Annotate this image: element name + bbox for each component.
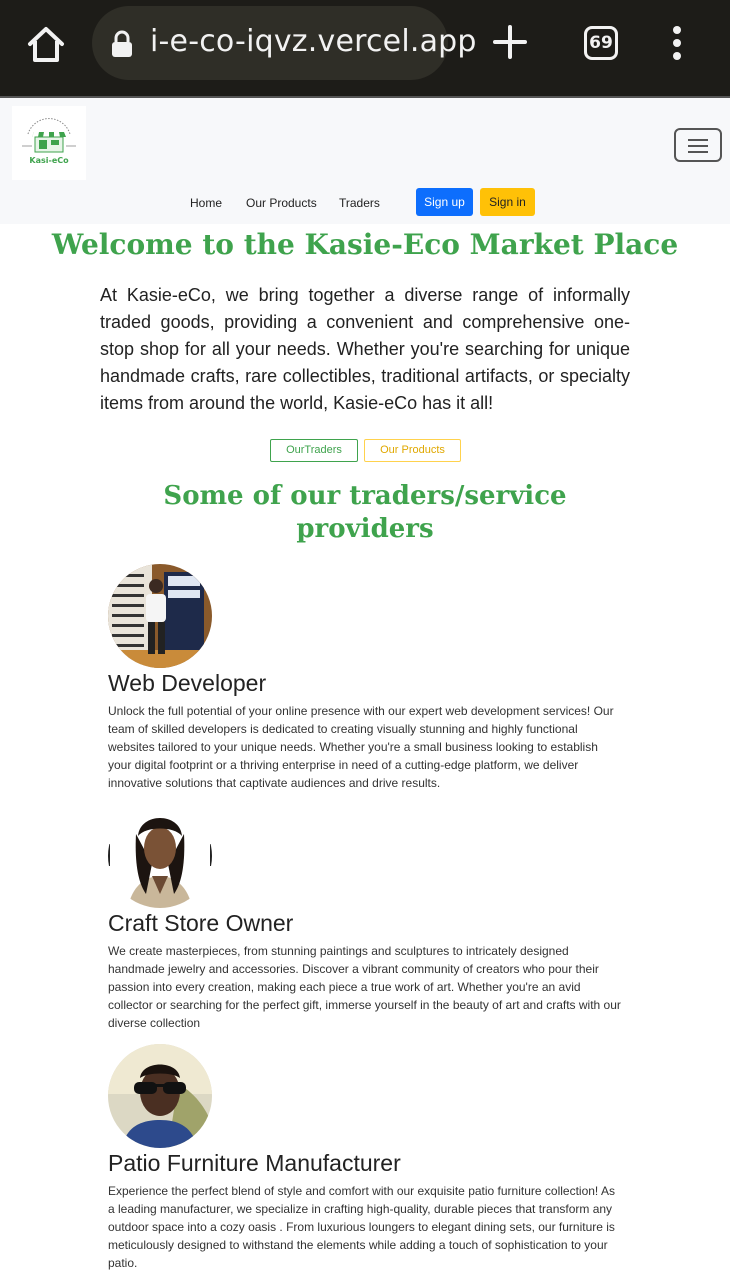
welcome-title: Welcome to the Kasie-Eco Market Place bbox=[51, 228, 679, 261]
tabs-icon[interactable]: 69 bbox=[584, 26, 618, 60]
our-products-button[interactable]: Our Products bbox=[364, 439, 461, 462]
trader-card-web-developer bbox=[108, 564, 628, 792]
url-text: i-e-co-iqvz.vercel.app bbox=[150, 24, 477, 59]
trader-avatar bbox=[108, 1044, 212, 1148]
trader-title: Patio Furniture Manufacturer bbox=[108, 1150, 401, 1176]
site-header bbox=[0, 98, 730, 224]
trader-description: We create masterpieces, from stunning paintings and sculptures to intricately designed handmade jewelry and accessories. Discover a vibrant community of creators who pour their passion into every creation, making each piece a true work of art. Whether you're an avid collector or searching for the perfect gift, immerse yourself in the beauty of art and crafts with our diverse collection bbox=[108, 944, 621, 1030]
trader-card-craft-store-owner bbox=[108, 804, 628, 1032]
trader-avatar bbox=[108, 564, 212, 668]
home-icon[interactable] bbox=[24, 22, 68, 66]
trader-avatar bbox=[108, 804, 212, 908]
address-bar[interactable] bbox=[92, 6, 477, 80]
nav-home[interactable]: Home bbox=[190, 196, 223, 210]
trader-card-patio-furniture-manufacturer bbox=[108, 1044, 628, 1272]
sign-in-button[interactable]: Sign in bbox=[480, 188, 535, 216]
nav-traders[interactable]: Traders bbox=[339, 196, 380, 210]
more-vert-icon[interactable] bbox=[668, 24, 686, 64]
traders-section-title: Some of our traders/service providers bbox=[163, 481, 567, 544]
trader-title: Craft Store Owner bbox=[108, 910, 294, 936]
trader-description: Unlock the full potential of your online presence with our expert web development services! Our team of skilled developers is dedicated to creating visually stunning and highly functional websites tailored to your unique needs. Whether you're a small business looking to establish your digital footprint or a thriving enterprise in need of a cutting-edge platform, we deliver innovative solutions that captivate audiences and drive results. bbox=[108, 704, 614, 790]
trader-description: Experience the perfect blend of style and comfort with our exquisite patio furniture collection! As a leading manufacturer, we specialize in crafting high-quality, durable pieces that transform any outdoor space into a cozy oasis . From luxurious loungers to elegant dining sets, our furniture is meticulously designed to withstand the elements while adding a touch of sophistication to your patio. bbox=[108, 1184, 615, 1270]
nav-our-products[interactable]: Our Products bbox=[246, 196, 317, 210]
logo-text: Kasi-eCo bbox=[29, 156, 69, 165]
hamburger-menu-icon[interactable] bbox=[674, 128, 722, 162]
our-traders-button[interactable]: OurTraders bbox=[270, 439, 358, 462]
plus-icon[interactable] bbox=[492, 24, 528, 60]
main-nav bbox=[0, 188, 730, 218]
lock-icon bbox=[110, 30, 134, 58]
sign-up-button[interactable]: Sign up bbox=[416, 188, 473, 216]
site-logo[interactable] bbox=[12, 106, 86, 180]
trader-title: Web Developer bbox=[108, 670, 267, 696]
intro-paragraph: At Kasie-eCo, we bring together a diverse range of informally traded goods, providing a convenient and comprehensive one-stop shop for all your needs. Whether you're searching for unique handmade crafts, rare collectibles, traditional artifacts, or specialty items from around the world, Kasie-eCo has it all! bbox=[100, 285, 630, 413]
browser-toolbar bbox=[0, 0, 730, 96]
